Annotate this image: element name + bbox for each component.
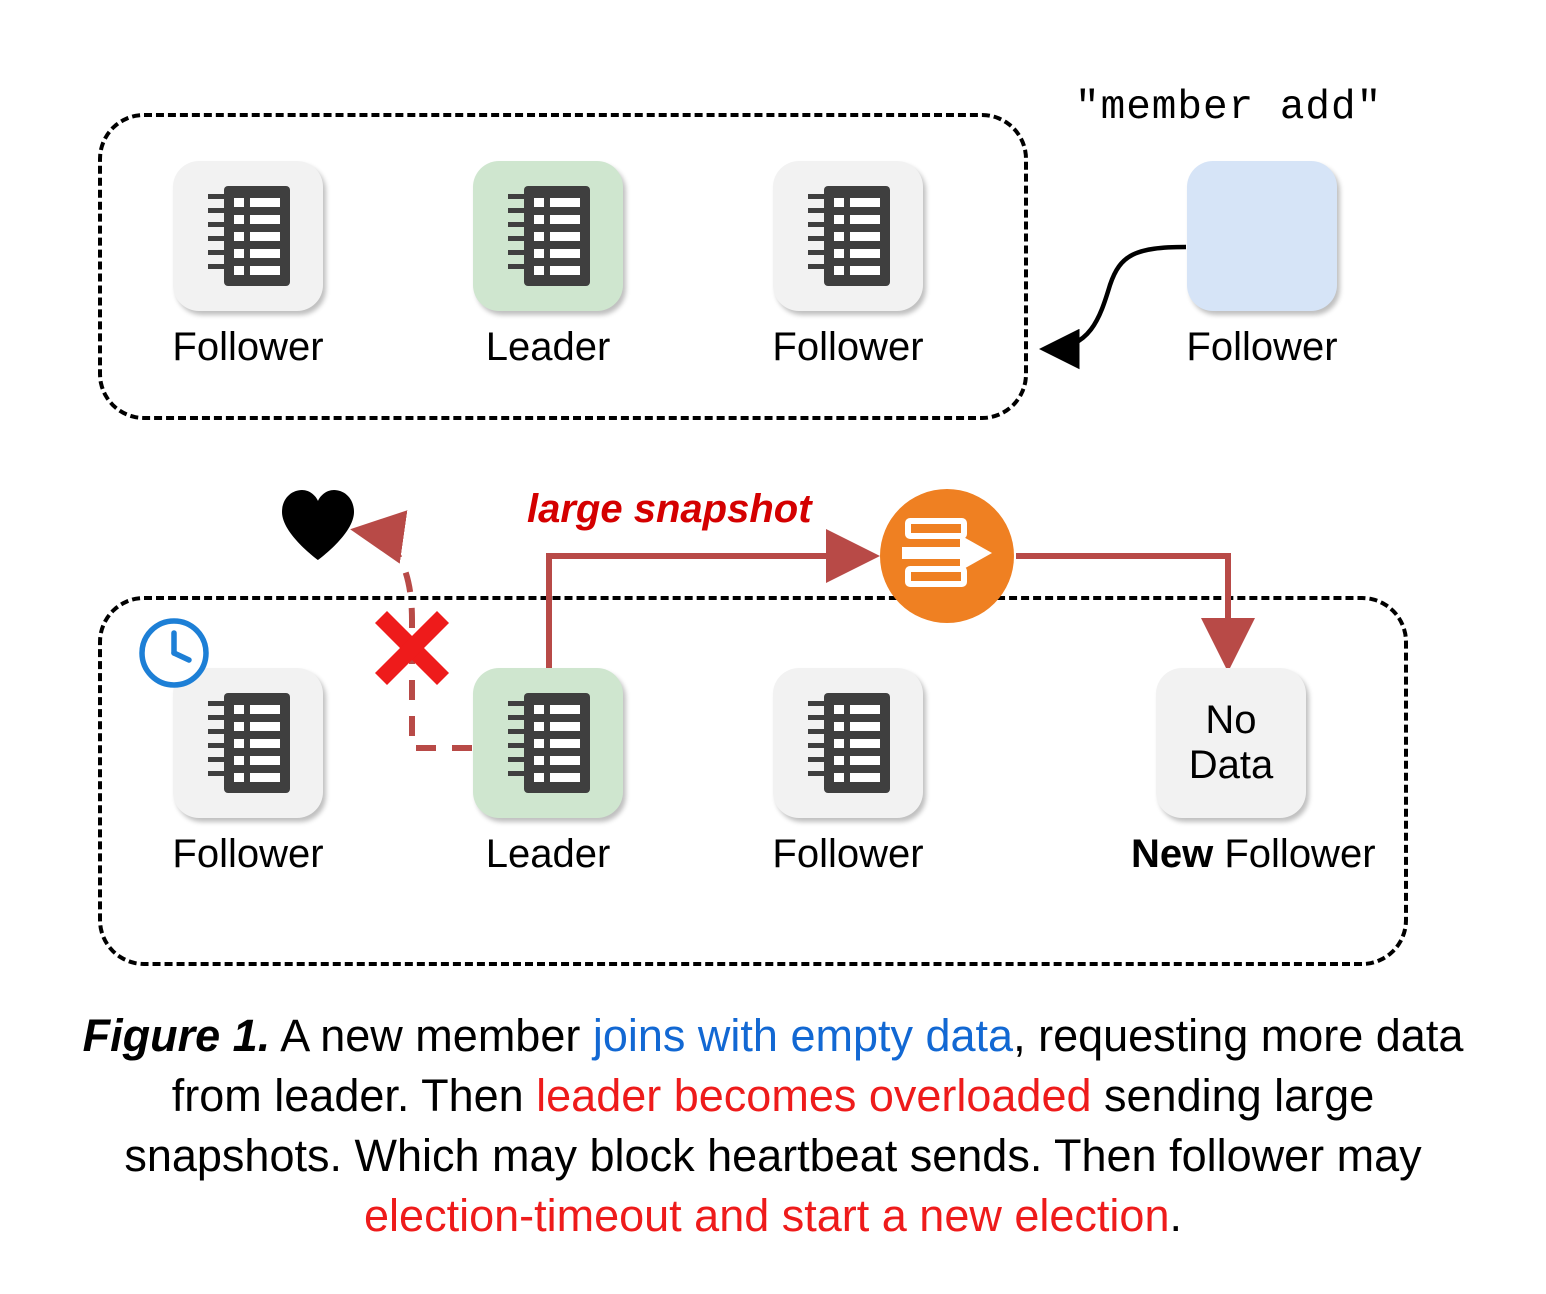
member-add-command-label: "member add" (1075, 85, 1383, 131)
caption-text-1: A new member (270, 1010, 593, 1061)
server-icon (473, 161, 623, 311)
heartbeat-glyph (278, 488, 358, 564)
snapshot-transfer-icon (880, 489, 1014, 623)
server-icon (173, 161, 323, 311)
node-label (1131, 832, 1376, 876)
node-follower-bottom-left[interactable] (148, 668, 348, 876)
no-data-line-1: No (1205, 698, 1257, 743)
node-follower-top-left[interactable] (148, 161, 348, 369)
node-new-follower[interactable] (1131, 668, 1376, 876)
caption-highlight-red-2: election-timeout and start a new election (364, 1189, 1170, 1241)
heart-icon (278, 488, 358, 564)
caption-text-2: , requesting more data from leader. Then (171, 1010, 1464, 1121)
server-icon (773, 668, 923, 818)
server-glyph (202, 689, 294, 797)
node-label: Leader (485, 832, 611, 876)
large-snapshot-label: large snapshot (527, 487, 812, 531)
figure-number: Figure 1. (82, 1010, 271, 1061)
caption-highlight-blue: joins with empty data (592, 1010, 1014, 1061)
server-glyph (802, 689, 894, 797)
clock-glyph (137, 616, 211, 690)
server-icon (173, 668, 323, 818)
no-data-box (1156, 668, 1306, 818)
caption-highlight-red-1: leader becomes overloaded (536, 1069, 1092, 1121)
server-glyph (502, 182, 594, 290)
node-leader-top[interactable] (448, 161, 648, 369)
empty-member-box (1187, 161, 1337, 311)
snapshot-glyph (900, 515, 994, 597)
node-label: Follower (772, 325, 924, 369)
server-icon (773, 161, 923, 311)
node-follower-top-right[interactable] (748, 161, 948, 369)
no-data-line-2: Data (1188, 743, 1274, 787)
red-x-icon (372, 608, 452, 688)
server-glyph (202, 182, 294, 290)
node-label: Follower (172, 832, 324, 876)
node-label: Follower (1186, 325, 1338, 369)
clock-icon (137, 616, 211, 690)
figure-caption (60, 1006, 1486, 1245)
node-label: Follower (172, 325, 324, 369)
node-label: Follower (772, 832, 924, 876)
server-glyph (502, 689, 594, 797)
caption-text-3: sending large snapshots. Which may block heartbeat sends. Then follower may (124, 1069, 1422, 1181)
node-joining-follower[interactable] (1162, 161, 1362, 369)
new-prefix: New (1131, 832, 1225, 876)
cross-glyph (372, 608, 452, 688)
node-follower-bottom-middle[interactable] (748, 668, 948, 876)
node-label: Leader (485, 325, 611, 369)
caption-text-4: . (1169, 1189, 1182, 1241)
node-role: Follower (1224, 832, 1376, 876)
server-glyph (802, 182, 894, 290)
node-leader-bottom[interactable] (448, 668, 648, 876)
server-icon (473, 668, 623, 818)
